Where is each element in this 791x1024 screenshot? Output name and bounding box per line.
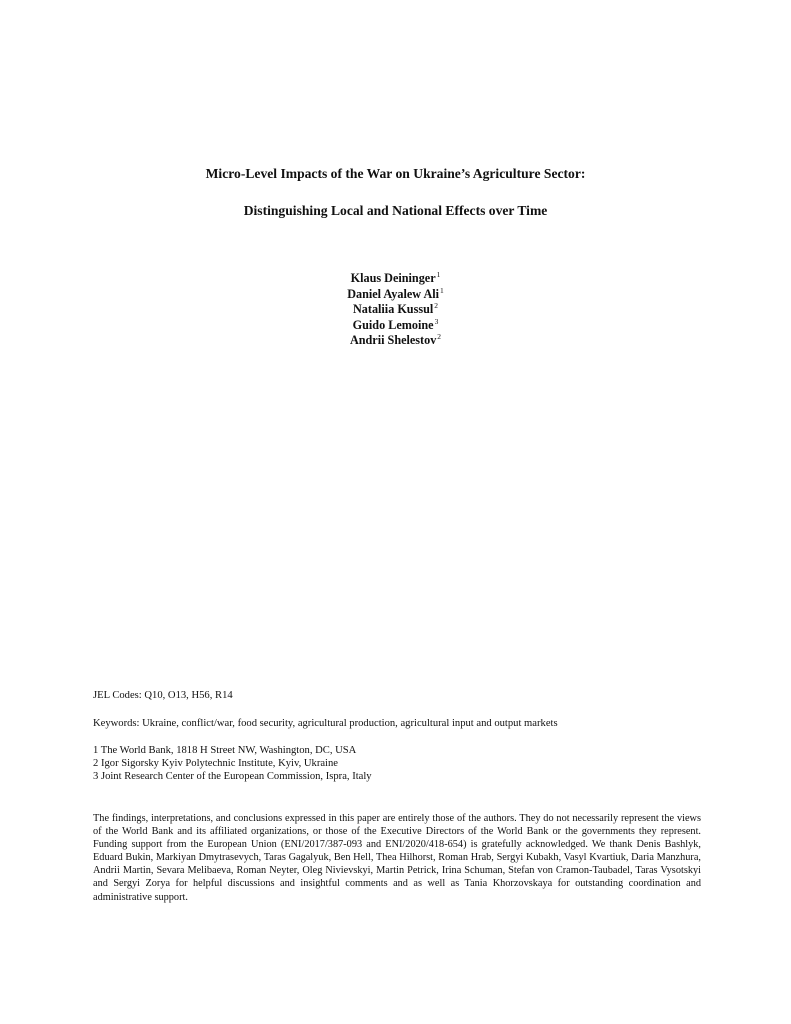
author-affiliation-marker: 2 (437, 332, 442, 342)
author-name: Nataliia Kussul (352, 302, 434, 317)
author (0, 333, 791, 349)
author-affiliation-marker: 2 (434, 301, 438, 311)
author-affiliation-marker: 1 (440, 285, 444, 295)
affiliation-list (93, 744, 701, 783)
affiliation-item: 3 Joint Research Center of the European Commission, Ispra, Italy (93, 771, 372, 782)
author-name: Guido Lemoine (352, 317, 434, 332)
author-name: Daniel Ayalew Ali (347, 286, 440, 301)
affiliation-item: 2 Igor Sigorsky Kyiv Polytechnic Institute, Kyiv, Ukraine (93, 758, 338, 769)
author (0, 287, 791, 303)
author-name: Andrii Shelestov (349, 333, 437, 348)
paper-subtitle: Distinguishing Local and National Effects over Time (243, 203, 548, 218)
keywords: Keywords: Ukraine, conflict/war, food security, agricultural production, agricultural input and output markets (93, 718, 558, 729)
author (0, 318, 791, 334)
author-affiliation-marker: 3 (434, 316, 439, 326)
author (0, 271, 791, 287)
author-affiliation-marker: 1 (436, 270, 441, 279)
disclaimer-paragraph: The findings, interpretations, and conclusions expressed in this paper are entirely those of the authors. They do not necessarily represent the views of the World Bank and its affiliated organizations, or those of the Executive Directors of the World Bank or the governments they represent. Funding support from the European Union (ENI/2017/387-093 and ENI/2020/418-654) is gratefully acknowledged. We thank Denis Bashlyk, Eduard Bukin, Markiyan Dmytrasevych, Taras Gagalyuk, Ben Hell, Thea Hilhorst, Roman Hrab, Sergyi Kubakh, Vasyl Kvartiuk, Daria Manzhura, Andrii Martin, Sevara Melibaeva, Roman Neyter, Oleg Nivievskyi, Martin Petrick, Irina Schuman, Stefan von Cramon-Taubadel, Taras Vysotskyi and Sergyi Zorya for helpful discussions and insightful comments and as well as Tania Khorzovskaya for outstanding coordination and administrative support. (93, 813, 701, 903)
author-name: Klaus Deininger (350, 271, 436, 285)
affiliation-item: 1 The World Bank, 1818 H Street NW, Washington, DC, USA (93, 745, 357, 756)
paper-title: Micro-Level Impacts of the War on Ukraine’s Agriculture Sector: (205, 166, 586, 181)
author-list (0, 271, 791, 349)
author (0, 302, 791, 318)
jel-codes: JEL Codes: Q10, O13, H56, R14 (93, 690, 233, 701)
